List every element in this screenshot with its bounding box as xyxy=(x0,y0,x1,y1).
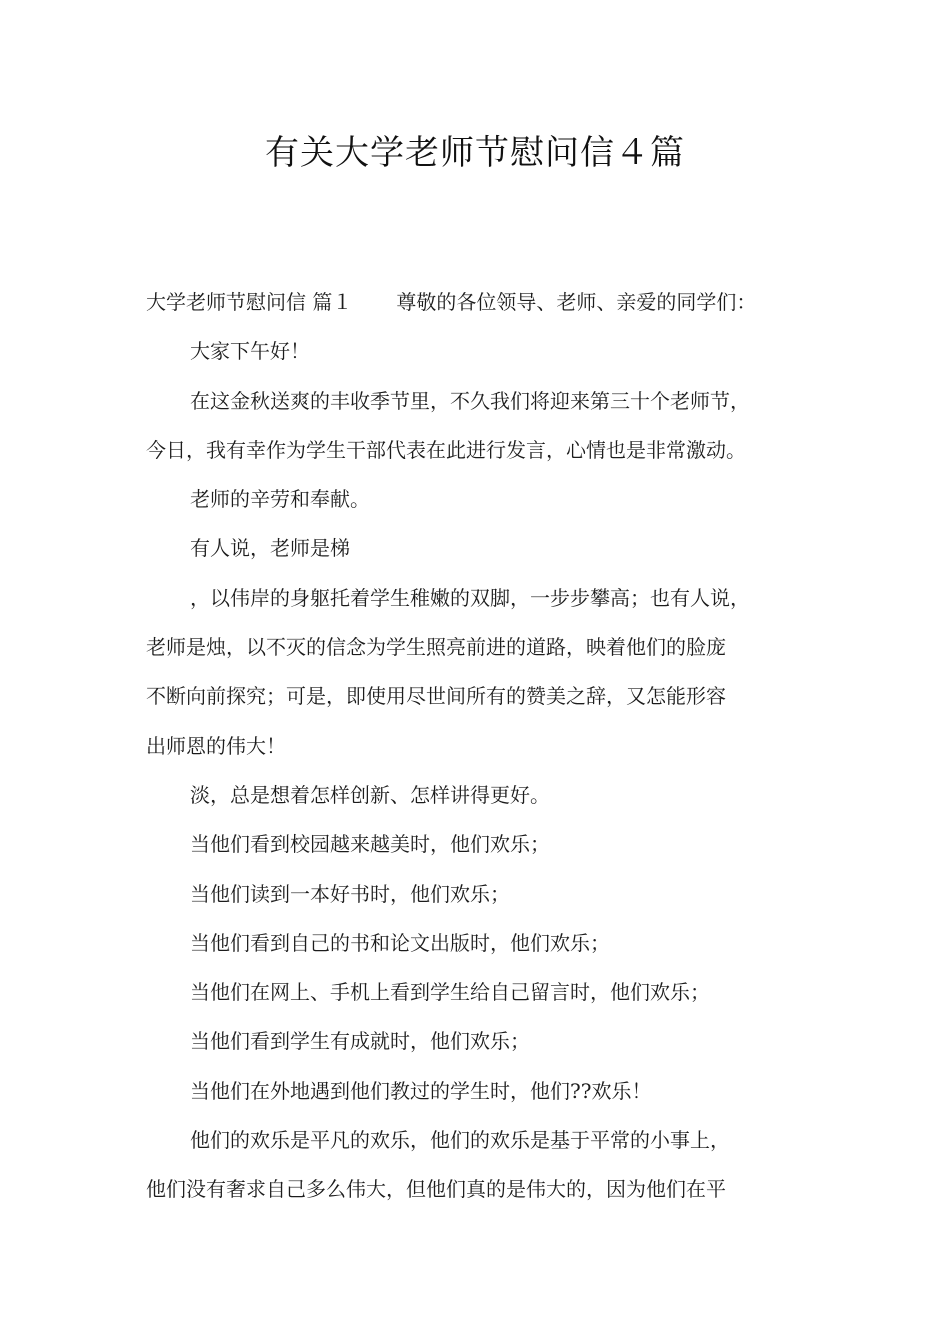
section-label: 大学老师节慰问信 篇１ xyxy=(146,290,353,314)
text-line: 当他们看到校园越来越美时，他们欢乐； xyxy=(190,832,550,857)
text-line-heading xyxy=(146,278,826,327)
text-line: 大家下午好！ xyxy=(190,339,310,364)
salutation: 尊敬的各位领导、老师、亲爱的同学们： xyxy=(396,290,757,314)
text-line: 有人说，老师是梯 xyxy=(190,536,350,561)
text-line: 当他们在网上、手机上看到学生给自己留言时，他们欢乐； xyxy=(190,980,710,1005)
text-line: 今日，我有幸作为学生干部代表在此进行发言，心情也是非常激动。 xyxy=(146,437,746,462)
document-body xyxy=(146,278,826,1215)
document-title: 有关大学老师节慰问信４篇 xyxy=(265,133,685,173)
text-line: 当他们在外地遇到他们教过的学生时，他们??欢乐！ xyxy=(190,1078,652,1103)
text-line: 在这金秋送爽的丰收季节里，不久我们将迎来第三十个老师节， xyxy=(190,388,750,413)
text-line: 淡，总是想着怎样创新、怎样讲得更好。 xyxy=(190,782,550,807)
text-line: ，以伟岸的身躯托着学生稚嫩的双脚，一步步攀高；也有人说， xyxy=(190,585,750,610)
text-line: 出师恩的伟大！ xyxy=(146,733,286,758)
text-line: 当他们读到一本好书时，他们欢乐； xyxy=(190,881,510,906)
text-line: 老师的辛劳和奉献。 xyxy=(190,487,370,512)
text-line: 当他们看到自己的书和论文出版时，他们欢乐； xyxy=(190,930,610,955)
text-line: 当他们看到学生有成就时，他们欢乐； xyxy=(190,1029,530,1054)
text-line: 他们的欢乐是平凡的欢乐，他们的欢乐是基于平常的小事上， xyxy=(190,1128,730,1153)
text-line: 老师是烛，以不灭的信念为学生照亮前进的道路，映着他们的脸庞 xyxy=(146,635,726,660)
text-line: 他们没有奢求自己多么伟大，但他们真的是伟大的，因为他们在平 xyxy=(146,1177,726,1202)
text-line: 不断向前探究；可是，即使用尽世间所有的赞美之辞，又怎能形容 xyxy=(146,684,726,709)
